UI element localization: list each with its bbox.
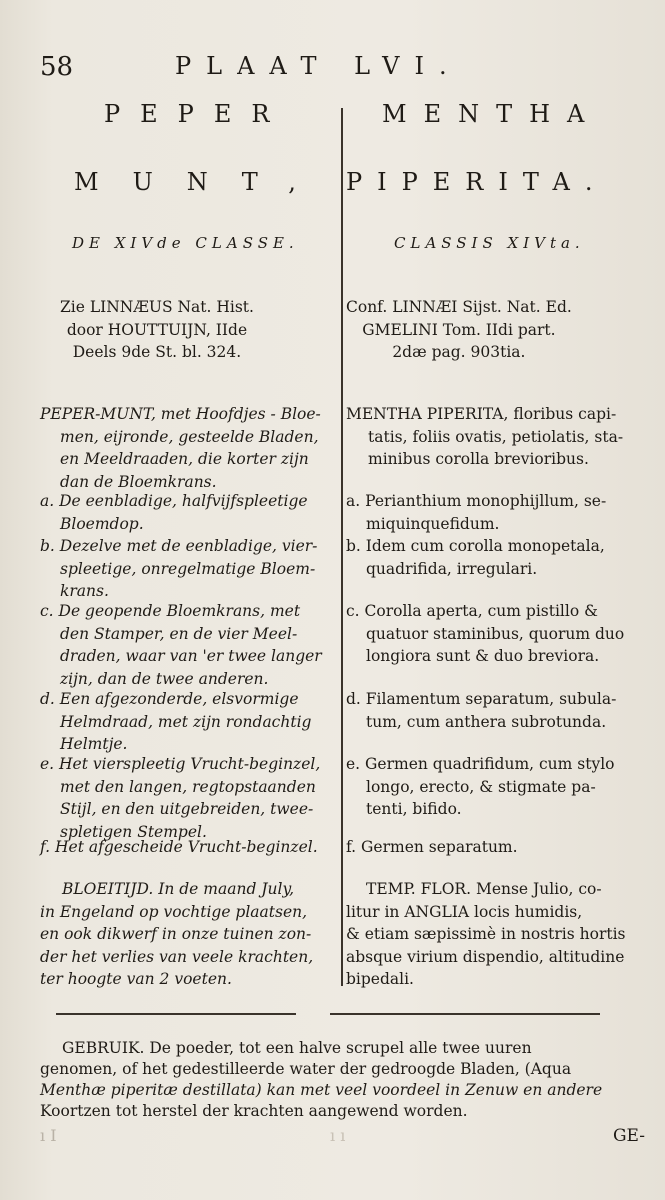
left-description: PEPER-MUNT, met Hoofdjes - Bloe- men, eijronde, gesteelde Bladen, en Meeldraaden, die korter zijn dan de Bloemkrans. [40,405,321,491]
right-flowering-time: TEMP. FLOR. Mense Julio, co- litur in ANGLIA locis humidis, & etiam sæpissimè in nostris hortis absque virium dispendio, altitudine bipedali. [346,880,626,988]
catchword: GE- [612,1126,645,1146]
footer-rule-right [330,1013,600,1015]
footer-rule-left [56,1013,296,1015]
right-item-b: b. Idem cum corolla monopetala, quadrifida, irregulari. [346,537,605,578]
bleed-through-mark: ı I [40,1126,57,1145]
right-item-e: e. Germen quadrifidum, cum stylo longo, erecto, & stigmate pa- tenti, bifido. [346,755,615,818]
right-reference: Conf. LINNÆI Sijst. Nat. Ed. GMELINI Tom. IIdi part. 2dæ pag. 903tia. [346,298,572,361]
page-number: 58 [40,52,74,82]
right-item-d: d. Filamentum separatum, subula- tum, cum anthera subrotunda. [346,690,617,731]
left-item-d: d. Een afgezonderde, elsvormige Helmdraad, met zijn rondachtig Helmtje. [40,690,312,753]
right-item-a: a. Perianthium monophijllum, se- miquinquefidum. [346,492,607,533]
plate-title: PLAAT LVI. [175,52,462,80]
left-item-c: c. De geopende Bloemkrans, met den Stamper, en de vier Meel- draden, waar van 'er twee langer zijn, dan de twee anderen. [40,602,322,688]
left-reference: Zie LINNÆUS Nat. Hist. door HOUTTUIJN, IIde Deels 9de St. bl. 324. [60,298,254,361]
left-title-line2: MUNT, [74,168,330,196]
left-item-b: b. Dezelve met de eenbladige, vier- spleetige, onregelmatige Bloem- krans. [40,537,318,600]
left-title-line1: PEPER [104,100,290,128]
left-item-f: f. Het afgescheide Vrucht-beginzel. [40,838,318,856]
bleed-through-mark-2: ı ı [330,1126,346,1145]
right-item-c: c. Corolla aperta, cum pistillo & quatuor staminibus, quorum duo longiora sunt & duo breviora. [346,602,625,665]
right-class-heading: CLASSIS XIVta. [394,234,585,252]
right-item-f: f. Germen separatum. [346,838,518,856]
left-item-a: a. De eenbladige, halfvijfspleetige Bloemdop. [40,492,308,533]
left-class-heading: DE XIVde CLASSE. [72,234,299,252]
right-title-line1: MENTHA [382,100,602,128]
right-title-line2: PIPERITA. [346,168,608,196]
left-flowering-time: BLOEITIJD. In de maand July, in Engeland op vochtige plaatsen, en ook dikwerf in onze tuinen zon- der het verlies van veele krachten, ter hoogte van 2 voeten. [40,880,314,988]
usage-paragraph: GEBRUIK. De poeder, tot een halve scrupel alle twee uuren genomen, of het gedestilleerde water der gedroogde Bladen, (Aqua Menthæ piperitæ destillata) kan met veel voordeel in Zenuw en andere Koortzen tot herstel der krachten aangewend worden. [40,1039,603,1120]
right-description: MENTHA PIPERITA, floribus capi- tatis, foliis ovatis, petiolatis, sta- minibus corolla brevioribus. [346,405,624,468]
left-item-e: e. Het vierspleetig Vrucht-beginzel, met den langen, regtopstaanden Stijl, en den uitgebreiden, twee- spletigen Stempel. [40,755,321,841]
column-divider [341,108,343,986]
